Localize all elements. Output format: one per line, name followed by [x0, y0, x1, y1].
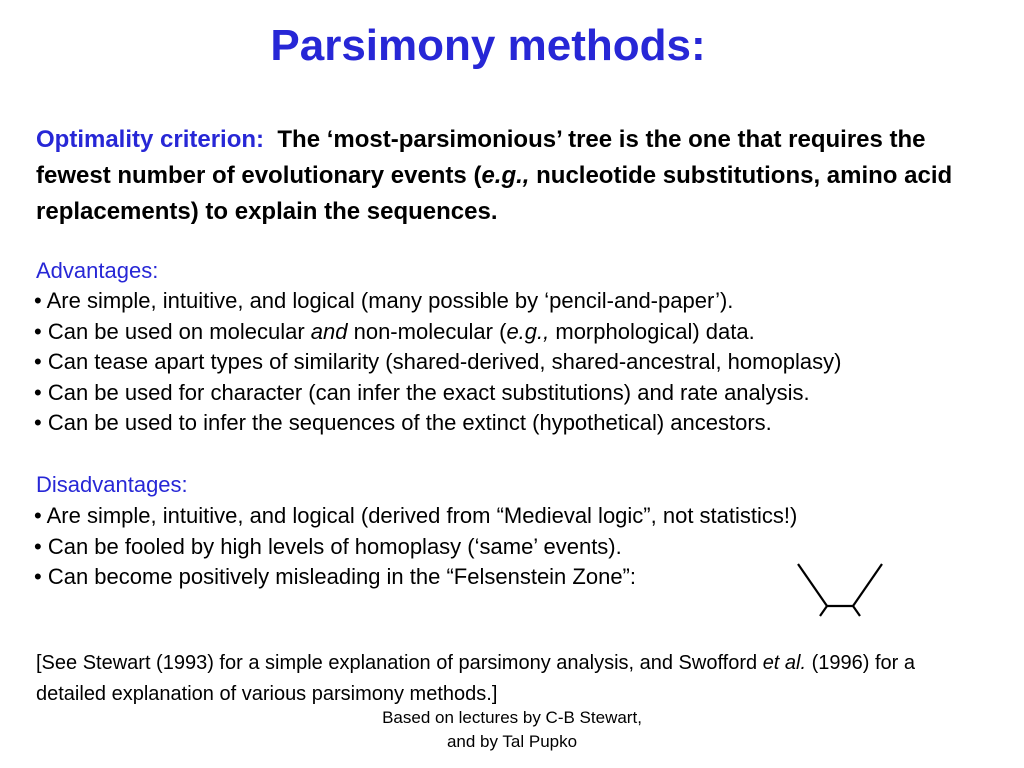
advantage-item: • Can be used for character (can infer the exact substitutions) and rate analysis.: [34, 379, 810, 405]
advantage-item2-middle: non-molecular (: [347, 318, 507, 344]
credit-line: and by Tal Pupko: [446, 732, 578, 751]
advantage-item: • Can be used to infer the sequences of the extinct (hypothetical) ancestors.: [34, 410, 772, 436]
advantage-item2-eg: e.g.,: [506, 318, 550, 344]
advantages-heading: Advantages:: [36, 258, 159, 283]
tree-long-branch-left: [798, 564, 827, 606]
optimality-text-before: The ‘most-parsimonious’ tree is the one that requires the fewest number of evolutionary events (: [36, 126, 926, 189]
felsenstein-tree-diagram: [790, 560, 890, 620]
credit-line: Based on lectures by C-B Stewart,: [382, 708, 642, 727]
citation-part2: (1996) for a detailed explanation of various parsimony methods.]: [36, 652, 915, 705]
disadvantage-item: • Can be fooled by high levels of homoplasy (‘same’ events).: [34, 533, 622, 559]
tree-long-branch-right: [853, 564, 882, 606]
disadvantages-list: [34, 501, 797, 593]
citation-etal: et al.: [762, 652, 807, 674]
citation-note: [36, 648, 936, 710]
optimality-eg: e.g.,: [481, 162, 530, 189]
disadvantages-heading: Disadvantages:: [36, 472, 188, 497]
tree-short-branch-left: [820, 606, 827, 616]
tree-short-branch-right: [853, 606, 860, 616]
disadvantage-item: • Are simple, intuitive, and logical (derived from “Medieval logic”, not statistics!): [34, 503, 798, 528]
citation-part1: [See Stewart (1993) for a simple explanation of parsimony analysis, and Swofford: [36, 652, 763, 674]
advantage-item: [34, 317, 841, 348]
advantage-item2-prefix: • Can be used on molecular: [34, 318, 311, 344]
lecture-credit: [342, 706, 682, 754]
optimality-criterion-label: Optimality criterion:: [36, 126, 265, 153]
advantages-list: [34, 286, 841, 439]
disadvantage-item: • Can become positively misleading in the “Felsenstein Zone”:: [34, 564, 636, 590]
advantage-item: • Can tease apart types of similarity (shared-derived, shared-ancestral, homoplasy): [34, 349, 842, 375]
optimality-text-after: nucleotide substitutions, amino acid replacements) to explain the sequences.: [36, 162, 953, 225]
optimality-criterion-paragraph: [36, 122, 996, 230]
advantage-item2-and: and: [310, 318, 348, 344]
advantage-item: • Are simple, intuitive, and logical (many possible by ‘pencil-and-paper’).: [34, 288, 734, 313]
advantage-item2-suffix: morphological) data.: [549, 318, 755, 344]
slide-title: Parsimony methods:: [270, 21, 706, 70]
